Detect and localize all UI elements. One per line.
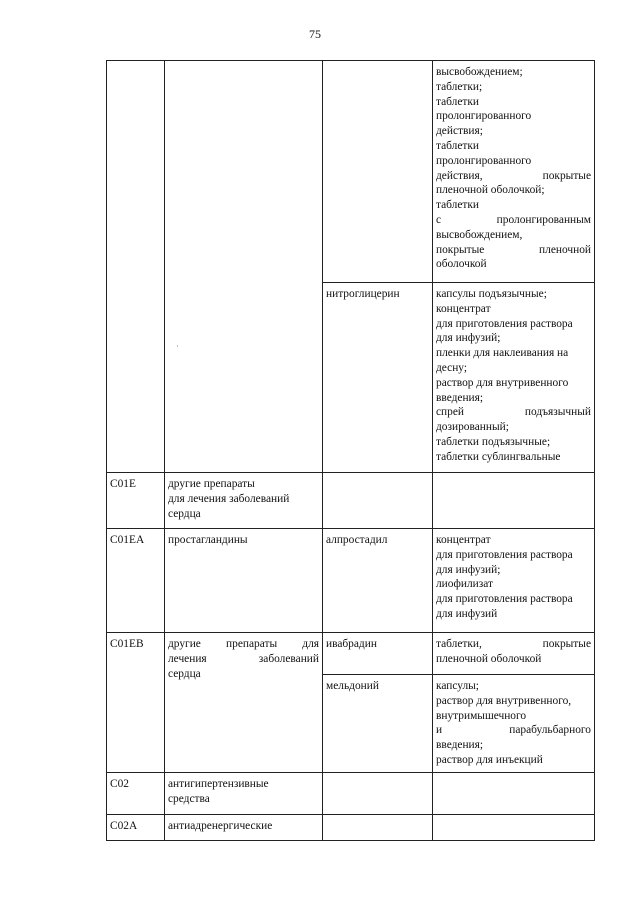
substance-cell: ивабрадин [323,633,433,675]
group-cell [165,473,323,529]
table-row [107,61,595,283]
cell-line: капсулы; [436,680,479,692]
cell-line: концентрат [436,534,491,546]
cell-line: для приготовления раствора [436,548,573,561]
cell-line: пролонгированного [436,110,532,123]
cell-line: высвобождением, [436,228,523,241]
atc-code-cell: C01EA [107,529,165,633]
forms-cell [433,61,595,283]
cell-line: для приготовления раствора [436,317,573,330]
group-cell [165,815,323,841]
cell-line: таблетки сублингвальные [436,450,561,463]
forms-cell [433,675,595,773]
cell-line: таблетки [436,199,480,212]
atc-code-cell: C02 [107,773,165,815]
cell-line: оболочкой [436,258,487,271]
cell-line: действия; [436,125,483,138]
cell-line: для инфузий; [436,563,501,576]
substance-cell: алпростадил [323,529,433,633]
cell-line: антиадренергические [168,820,273,832]
cell-line: для приготовления раствора [436,593,573,606]
cell-line: сердца [168,667,201,680]
table-row [107,473,595,529]
atc-code-cell: C01EB [107,633,165,773]
cell-line: введения; [436,391,484,404]
cell-line: средства [168,792,210,805]
cell-line: для инфузий [436,607,498,620]
cell-line: пленочной оболочкой; [436,184,545,197]
cell-line: дозированный; [436,421,509,434]
substance-cell [323,473,433,529]
cell-line: лечения заболеваний [168,652,319,665]
substance-cell: нитроглицерин [323,283,433,473]
cell-line: таблетки [436,95,480,108]
forms-cell [433,773,595,815]
substance-cell [323,61,433,283]
substance-cell [323,773,433,815]
table-row [107,529,595,633]
cell-line: таблетки [436,139,480,152]
group-cell [165,633,323,773]
cell-line: десну; [436,361,467,374]
group-cell [165,61,323,473]
atc-code-cell [107,61,165,473]
group-cell [165,773,323,815]
cell-line: введения; [436,739,484,752]
cell-line: раствор для инъекций [436,753,543,766]
forms-cell [433,529,595,633]
table-row [107,773,595,815]
cell-line: простагландины [168,534,248,546]
cell-line: спрей подъязычный [436,406,591,419]
page-number: 75 [309,27,321,41]
substance-cell: мельдоний [323,675,433,773]
cell-line: раствор для внутривенного, [436,694,572,707]
cell-line: пленочной оболочкой [436,652,542,665]
cell-line: антигипертензивные [168,778,269,790]
cell-line: внутримышечного [436,709,527,722]
table-row [107,633,595,675]
drug-table [106,60,595,841]
cell-line: капсулы подъязычные; [436,288,547,300]
cell-line: таблетки, покрытые [436,638,591,650]
cell-line: с пролонгированным [436,213,591,226]
cell-line: другие препараты [168,478,255,490]
cell-line: концентрат [436,302,491,315]
forms-cell [433,633,595,675]
table-row [107,815,595,841]
cell-line: лиофилизат [436,578,493,591]
forms-cell [433,815,595,841]
cell-line: таблетки подъязычные; [436,435,551,448]
cell-line: пленки для наклеивания на [436,347,569,360]
forms-cell [433,283,595,473]
atc-code-cell: C02A [107,815,165,841]
cell-line: сердца [168,507,201,520]
cell-line: для лечения заболеваний [168,492,290,505]
scan-speck: · [176,342,179,351]
substance-cell [323,815,433,841]
cell-line: таблетки; [436,80,483,93]
cell-line: раствор для внутривенного [436,376,569,389]
cell-line: действия, покрытые [436,169,591,182]
cell-line: для инфузий; [436,332,501,345]
cell-line: другие препараты для [168,638,319,650]
cell-line: и парабульбарного [436,724,591,737]
atc-code-cell: C01E [107,473,165,529]
forms-cell [433,473,595,529]
cell-line: высвобождением; [436,66,523,78]
cell-line: пролонгированного [436,154,532,167]
group-cell [165,529,323,633]
cell-line: покрытые пленочной [436,243,591,256]
